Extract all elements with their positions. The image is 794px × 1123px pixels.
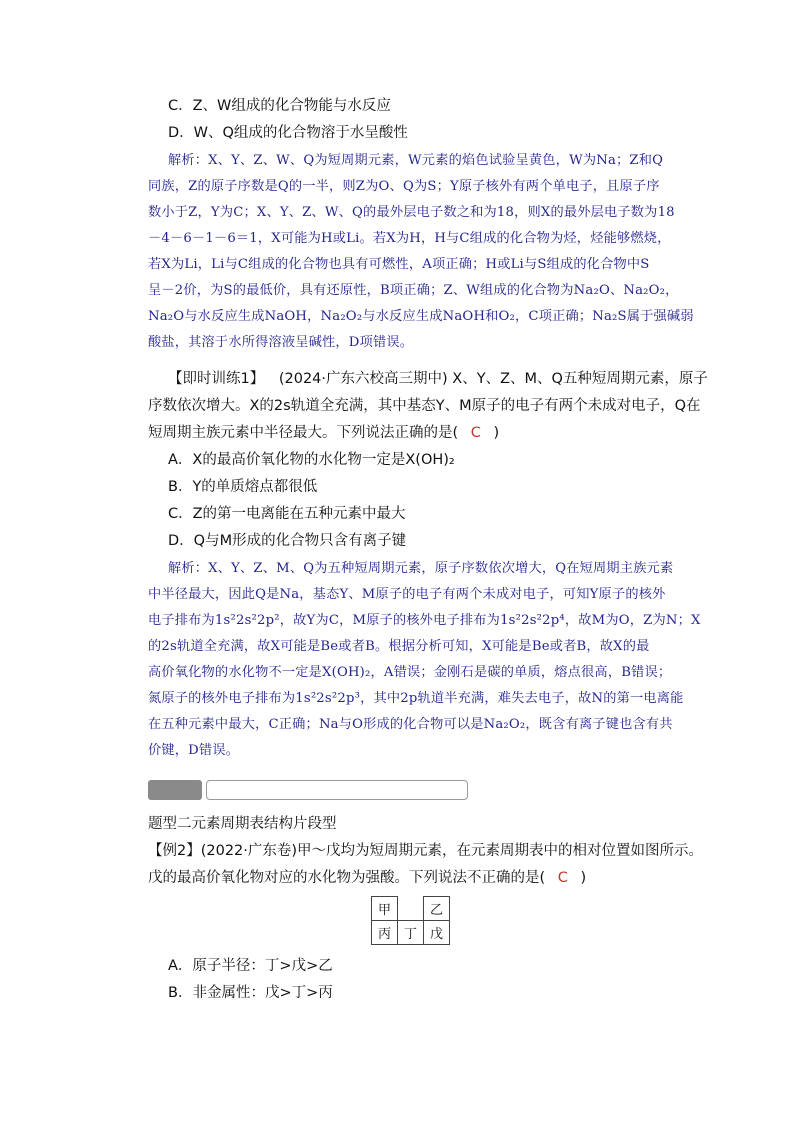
solution-line: 数小于Z，Y为C；X、Y、Z、W、Q的最外层电子数之和为18，则X的最外层电子数为18 <box>148 205 675 220</box>
solution-line: 氮原子的核外电子排布为1s²2s²2p³，其中2p轨道半充满，难失去电子，故N的第一电离能 <box>148 691 684 706</box>
practice-option-a: A．X的最高价氧化物的水化物一定是X(OH)₂ <box>168 452 455 468</box>
section-divider-dark <box>148 780 202 800</box>
solution-line: 若X为Li，Li与C组成的化合物也具有可燃性，A项正确；H或Li与S组成的化合物中S <box>148 257 650 272</box>
practice-stem-end: 短周期主族元素中半径最大。下列说法正确的是( <box>148 425 459 441</box>
solution-line: －4－6－1－6＝1，X可能为H或Li。若X为H，H与C组成的化合物为烃，烃能够燃烧， <box>148 231 671 246</box>
solution-line: 电子排布为1s²2s²2p²，故Y为C，M原子的核外电子排布为1s²2s²2p⁴，故M为O，Z为N；X <box>148 613 701 628</box>
practice-option-d: D．Q与M形成的化合物只含有离子键 <box>168 533 407 549</box>
example2-option-a: A．原子半径：丁>戊>乙 <box>168 958 333 974</box>
section-divider-light <box>206 780 468 800</box>
table-cell: 甲 <box>372 897 398 921</box>
solution-line: 的2s轨道全充满，故X可能是Be或者B。根据分析可知，X可能是Be或者B，故X的最 <box>148 639 650 654</box>
table-cell: 丙 <box>372 921 398 945</box>
solution-line: 中半径最大，因此Q是Na，基态Y、M原子的电子有两个未成对电子，可知Y原子的核外 <box>148 587 666 602</box>
table-cell: 乙 <box>424 897 450 921</box>
solution-line: Na₂O与水反应生成NaOH，Na₂O₂与水反应生成NaOH和O₂，C项正确；Na₂S属于强碱弱 <box>148 309 694 324</box>
solution-line: 解析：X、Y、Z、M、Q为五种短周期元素，原子序数依次增大，Q在短周期主族元素 <box>168 561 674 576</box>
practice-stem: X、Y、Z、M、Q五种短周期元素，原子 <box>452 371 708 387</box>
practice-option-b: B．Y的单质熔点都很低 <box>168 479 318 495</box>
solution-line: 价键，D错误。 <box>148 743 240 758</box>
solution-line: 解析：X、Y、Z、W、Q为短周期元素，W元素的焰色试验呈黄色，W为Na；Z和Q <box>168 153 664 168</box>
practice-answer: C <box>470 425 481 441</box>
practice-answer-close: ) <box>493 425 500 441</box>
example2-answer-close: ) <box>580 870 587 886</box>
practice-option-c: C．Z的第一电离能在五种元素中最大 <box>168 506 406 522</box>
example2-answer: C <box>557 870 568 886</box>
table-cell-empty <box>398 897 424 921</box>
periodic-table-fragment <box>371 896 450 945</box>
example2-option-b: B．非金属性：戊>丁>丙 <box>168 985 333 1001</box>
example2-stem-line-2 <box>148 868 586 888</box>
section-heading: 题型二元素周期表结构片段型 <box>148 816 337 832</box>
q1-option-d: D．W、Q组成的化合物溶于水呈酸性 <box>168 125 408 141</box>
practice-title: 【即时训练1】 <box>168 371 265 387</box>
table-cell: 丁 <box>398 921 424 945</box>
solution-line: 高价氧化物的水化物不一定是X(OH)₂，A错误；金刚石是碳的单质，熔点很高，B错误； <box>148 665 672 680</box>
example2-stem-line-1: 【例2】(2022·广东卷)甲～戊均为短周期元素，在元素周期表中的相对位置如图所示。 <box>148 843 704 859</box>
practice-stem-line-2: 序数依次增大。X的2s轨道全充满，其中基态Y、M原子的电子有两个未成对电子，Q在 <box>148 398 701 414</box>
solution-line: 在五种元素中最大，C正确；Na与O形成的化合物可以是Na₂O₂，既含有离子键也含有共 <box>148 717 673 732</box>
solution-line: 酸盐，其溶于水所得溶液呈碱性，D项错误。 <box>148 335 414 350</box>
solution-line: 同族，Z的原子序数是Q的一半，则Z为O、Q为S；Y原子核外有两个单电子，且原子序 <box>148 179 660 194</box>
q1-option-c: C．Z、W组成的化合物能与水反应 <box>168 98 391 114</box>
practice-stem-line-1 <box>168 369 708 389</box>
practice-source: (2024·广东六校高三期中) <box>278 371 448 387</box>
example2-stem-end: 戊的最高价氧化物对应的水化物为强酸。下列说法不正确的是( <box>148 870 546 886</box>
table-cell: 戊 <box>424 921 450 945</box>
practice-stem-line-3 <box>148 423 499 443</box>
solution-line: 呈－2价，为S的最低价，具有还原性，B项正确；Z、W组成的化合物为Na₂O、Na₂O₂， <box>148 283 679 298</box>
